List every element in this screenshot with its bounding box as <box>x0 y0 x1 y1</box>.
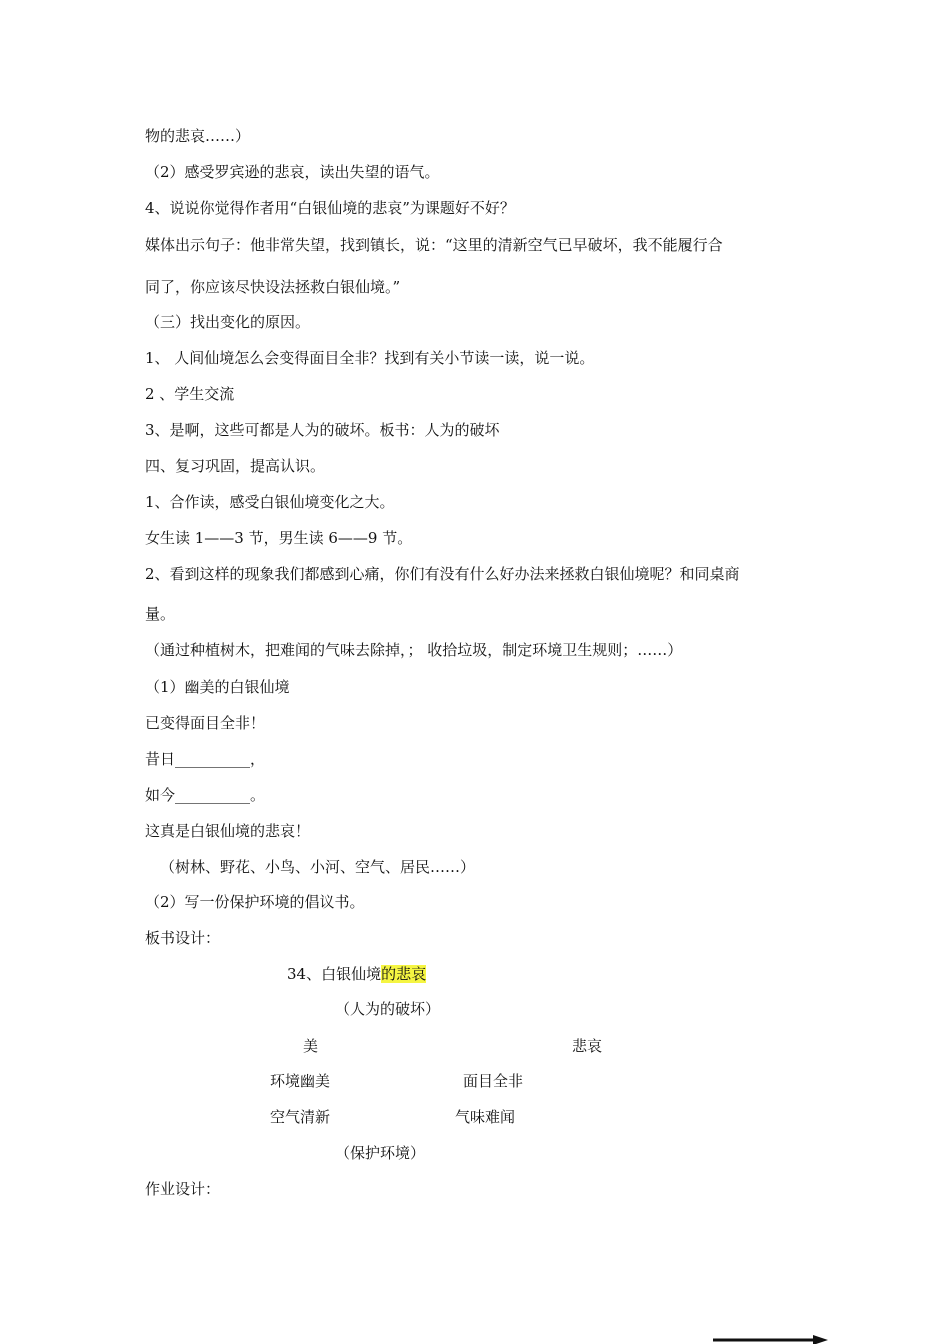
paragraph-line: 已变得面目全非！ <box>145 714 266 732</box>
board-left-item: 环境幽美 <box>270 1072 331 1090</box>
paragraph-line: 量。 <box>145 605 176 623</box>
board-title-highlight: 的悲哀 <box>381 965 427 983</box>
board-subtitle: （人为的破坏） <box>335 1000 441 1018</box>
board-title <box>287 964 426 984</box>
section-heading: （三）找出变化的原因。 <box>145 313 311 331</box>
paragraph-line: 2 、学生交流 <box>145 385 235 403</box>
arrow-right-icon <box>713 1334 828 1344</box>
board-footer: （保护环境） <box>335 1144 426 1162</box>
board-right-heading: 悲哀 <box>572 1037 603 1055</box>
paragraph-line: （2）写一份保护环境的倡议书。 <box>145 893 365 911</box>
paragraph-line: （1）幽美的白银仙境 <box>145 678 290 696</box>
paragraph-line: 物的悲哀……） <box>145 127 251 145</box>
board-left-item: 空气清新 <box>270 1108 331 1126</box>
homework-label: 作业设计： <box>145 1180 221 1198</box>
fill-blank-line: 昔日__________， <box>145 750 266 768</box>
paragraph-line: 这真是白银仙境的悲哀！ <box>145 822 311 840</box>
paragraph-line: 1、 人间仙境怎么会变得面目全非？找到有关小节读一读，说一说。 <box>145 349 595 367</box>
board-right-item: 面目全非 <box>463 1072 524 1090</box>
paragraph-line: 媒体出示句子：他非常失望，找到镇长，说：“这里的清新空气已早破坏，我不能履行合 <box>145 236 723 254</box>
paragraph-line: （通过种植树木，把难闻的气味去除掉，； 收拾垃圾，制定环境卫生规则；……） <box>145 641 683 659</box>
paragraph-line: 同了，你应该尽快设法拯救白银仙境。” <box>145 278 401 296</box>
paragraph-line: 2、看到这样的现象我们都感到心痛，你们有没有什么好办法来拯救白银仙境呢？和同桌商 <box>145 565 740 583</box>
fill-blank-line: 如今__________。 <box>145 786 266 804</box>
section-heading: 四、复习巩固，提高认识。 <box>145 457 326 475</box>
board-design-label: 板书设计： <box>145 929 221 947</box>
paragraph-line: 女生读 1——3 节，男生读 6——9 节。 <box>145 529 413 547</box>
board-title-text: 34、白银仙境 <box>287 965 382 983</box>
paragraph-line: 3、是啊，这些可都是人为的破坏。板书：人为的破坏 <box>145 421 500 439</box>
paragraph-line: （2）感受罗宾逊的悲哀，读出失望的语气。 <box>145 163 440 181</box>
board-left-heading: 美 <box>303 1037 319 1055</box>
paragraph-line: 1、合作读，感受白银仙境变化之大。 <box>145 493 395 511</box>
board-right-item: 气味难闻 <box>455 1108 516 1126</box>
paragraph-line: 4、说说你觉得作者用“白银仙境的悲哀”为课题好不好？ <box>145 199 515 217</box>
paragraph-line: （树林、野花、小鸟、小河、空气、居民……） <box>160 858 476 876</box>
